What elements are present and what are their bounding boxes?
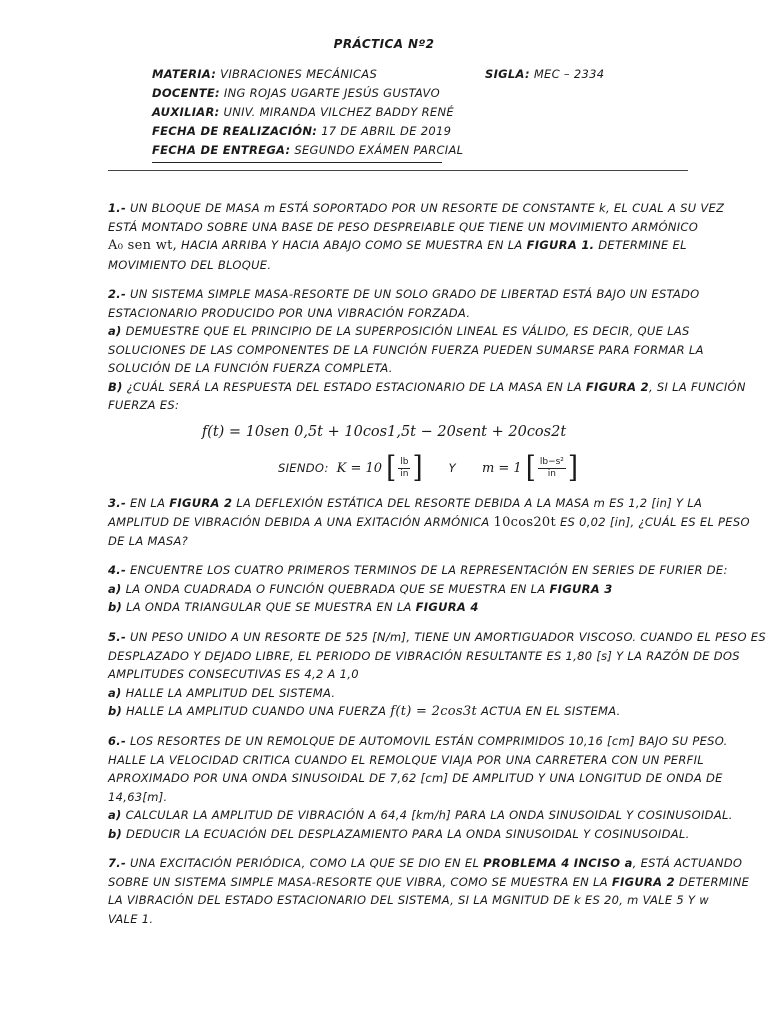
- k-units: $\frac{lb}{in}$: [400, 456, 409, 479]
- header-fecha-realizacion: FECHA DE REALIZACIÓN: 17 DE ABRIL DE 2019: [152, 124, 452, 138]
- problem-5: 5.- UN PESO UNIDO A UN RESORTE DE 525 [N/m], TIENE UN AMORTIGUADOR VISCOSO. CUANDO EL PESO ES DESPLAZADO Y DEJADO LIBRE, EL PERIODO DE VIBRACIÓN RESULTANTE ES 1,80 [s] Y LA RAZÓN DE DOS AMPLITUDES CONSECUTIVAS ES 4,2 A 1,0 a) HALLE LA AMPLITUD DEL SISTEMA. b) HALLE LA AMPLITUD CUANDO UNA FUERZA f(t) = 2cos3t ACTUA EN EL SISTEMA.: [108, 630, 766, 719]
- problem-2: 2.- UN SISTEMA SIMPLE MASA-RESORTE DE UN SOLO GRADO DE LIBERTAD ESTÁ BAJO UN ESTADO ESTACIONARIO PRODUCIDO POR UNA VIBRACIÓN FORZADA. a) DEMUESTRE QUE EL PRINCIPIO DE LA SUPERPOSICIÓN LINEAL ES VÁLIDO, ES DECIR, QUE LAS SOLUCIONES DE LAS COMPONENTES DE LA FUNCIÓN FUERZA PUEDEN SUMARSE PARA FORMAR LA SOLUCIÓN DE LA FUNCIÓN FUERZA COMPLETA. B) ¿CUÁL SERÁ LA RESPUESTA DEL ESTADO ESTACIONARIO DE LA MASA EN LA FIGURA 2, SI LA FUNCIÓN FUERZA ES:: [108, 287, 746, 412]
- problem-4: 4.- ENCUENTRE LOS CUATRO PRIMEROS TERMINOS DE LA REPRESENTACIÓN EN SERIES DE FURIER DE: a) LA ONDA CUADRADA O FUNCIÓN QUEBRADA QUE SE MUESTRA EN LA FIGURA 3 b) LA ONDA TRIANGULAR QUE SE MUESTRA EN LA FIGURA 4: [108, 563, 728, 614]
- header-docente: DOCENTE: ING ROJAS UGARTE JESÚS GUSTAVO: [152, 86, 441, 100]
- header-underline: [152, 162, 442, 163]
- header-sigla: SIGLA: MEC – 2334: [485, 67, 605, 81]
- header-auxiliar: AUXILIAR: UNIV. MIRANDA VILCHEZ BADDY RENÉ: [152, 105, 454, 119]
- force-equation: f(t) = 10sen 0,5t + 10cos1,5t − 20sent + 20cos2t: [201, 424, 567, 440]
- header-divider: [108, 170, 688, 171]
- problem-7: 7.- UNA EXCITACIÓN PERIÓDICA, COMO LA QUE SE DIO EN EL PROBLEMA 4 INCISO a, ESTÁ ACTUANDO SOBRE UN SISTEMA SIMPLE MASA-RESORTE QUE VIBRA, COMO SE MUESTRA EN LA FIGURA 2 DETERMINE LA VIBRACIÓN DEL ESTADO ESTACIONARIO DEL SISTEMA, SI LA MGNITUD DE k ES 20, m VALE 5 Y w VALE 1.: [108, 856, 750, 926]
- problem-1: 1.- UN BLOQUE DE MASA m ESTÁ SOPORTADO POR UN RESORTE DE CONSTANTE k, EL CUAL A SU VEZ ESTÁ MONTADO SOBRE UNA BASE DE PESO DESPREIABLE QUE TIENE UN MOVIMIENTO ARMÓNICO A₀ sen wt, HACIA ARRIBA Y HACIA ABAJO COMO SE MUESTRA EN LA FIGURA 1. DETERMINE EL MOVIMIENTO DEL BLOQUE.: [108, 201, 725, 272]
- problem-3: 3.- EN LA FIGURA 2 LA DEFLEXIÓN ESTÁTICA DEL RESORTE DEBIDA A LA MASA m ES 1,2 [in] Y LA AMPLITUD DE VIBRACIÓN DEBIDA A UNA EXITACIÓN ARMÓNICA 10cos20t ES 0,02 [in], ¿CUÁL ES EL PESO DE LA MASA?: [108, 496, 750, 548]
- constants-equation: SIENDO: K = 10 [ $\frac{lb}{in}$ ] Y m = 1 [ $\frac{\text{lb−s²}}{in}$ ]: [278, 450, 579, 486]
- header-fecha-entrega: FECHA DE ENTREGA: SEGUNDO EXÁMEN PARCIAL: [152, 143, 464, 157]
- m-units: $\frac{\text{lb−s²}}{in}$: [539, 456, 564, 479]
- problem-6: 6.- LOS RESORTES DE UN REMOLQUE DE AUTOMOVIL ESTÁN COMPRIMIDOS 10,16 [cm] BAJO SU PESO. HALLE LA VELOCIDAD CRITICA CUANDO EL REMOLQUE VIAJA POR UNA CARRETERA CON UN PERFIL APROXIMADO POR UNA ONDA SINUSOIDAL DE 7,62 [cm] DE AMPLITUD Y UNA LONGITUD DE ONDA DE 14,63[m]. a) CALCULAR LA AMPLITUD DE VIBRACIÓN A 64,4 [km/h] PARA LA ONDA SINUSOIDAL Y COSINUSOIDAL. b) DEDUCIR LA ECUACIÓN DEL DESPLAZAMIENTO PARA LA ONDA SINUSOIDAL Y COSINUSOIDAL.: [108, 734, 733, 841]
- page-title: PRÁCTICA Nº2: [333, 37, 435, 51]
- header-materia: MATERIA: VIBRACIONES MECÁNICAS: [152, 67, 378, 81]
